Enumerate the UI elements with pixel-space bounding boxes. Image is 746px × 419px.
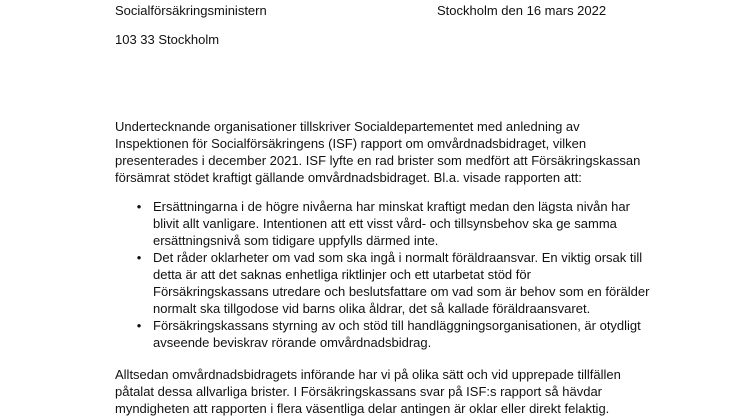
bullet-item xyxy=(115,198,655,249)
intro-line: försämrat stödet kraftigt gällande omvårdnadsbidraget. Bl.a. visade rapporten att: xyxy=(115,170,582,185)
bullet-icon: • xyxy=(136,318,142,333)
bullet-line: avseende beviskrav rörande omvårdnadsbidrag. xyxy=(153,335,432,350)
intro-line: Inspektionen för Socialförsäkringens (ISF) rapport om omvårdnadsbidraget, vilken xyxy=(115,136,587,151)
bullet-line: Försäkringskassans styrning av och stöd till handläggningsorganisationen, är otydligt xyxy=(153,318,641,333)
address-line: 103 33 Stockholm xyxy=(115,32,220,47)
bullet-item xyxy=(115,317,655,351)
bullet-line: detta är att det saknas enhetliga riktlinjer och ett utarbetat stöd för xyxy=(153,267,531,282)
intro-line: Undertecknande organisationer tillskriver Socialdepartementet med anledning av xyxy=(115,119,580,134)
recipient-line: Socialförsäkringsministern xyxy=(115,3,267,18)
closing-paragraph xyxy=(115,366,635,417)
findings-bullet-list xyxy=(115,198,655,351)
closing-line: Alltsedan omvårdnadsbidragets införande har vi på olika sätt och vid upprepade tillfällen xyxy=(115,367,621,382)
bullet-line: blivit allt vanligare. Intentionen att ett visst vård- och tillsynsbehov ska ge samma xyxy=(153,216,617,231)
closing-line: myndigheten att rapporten i flera väsentliga delar antingen är oklar eller direkt felaktig. xyxy=(115,401,610,416)
closing-line: påtalat dessa allvarliga brister. I Försäkringskassans svar på ISF:s rapport så hävdar xyxy=(115,384,602,399)
place-date-line: Stockholm den 16 mars 2022 xyxy=(437,3,607,18)
bullet-line: ersättningsnivå som tidigare uppfylls därmed inte. xyxy=(153,233,439,248)
bullet-line: Försäkringskassans utredare och beslutsfattare om vad som är behov som en förälder xyxy=(153,284,650,299)
intro-paragraph xyxy=(115,118,641,186)
bullet-icon: • xyxy=(136,250,142,265)
bullet-item xyxy=(115,249,655,317)
bullet-icon: • xyxy=(136,199,142,214)
intro-line: presenterades i december 2021. ISF lyfte en rad brister som medfört att Försäkringskassan xyxy=(115,153,641,168)
bullet-line: Ersättningarna i de högre nivåerna har minskat kraftigt medan den lägsta nivån har xyxy=(153,199,630,214)
bullet-line: normalt ska tillgodose vid barns olika åldrar, det så kallade föräldraansvaret. xyxy=(153,301,591,316)
bullet-line: Det råder oklarheter om vad som ska ingå i normalt föräldraansvar. En viktig orsak till xyxy=(153,250,643,265)
